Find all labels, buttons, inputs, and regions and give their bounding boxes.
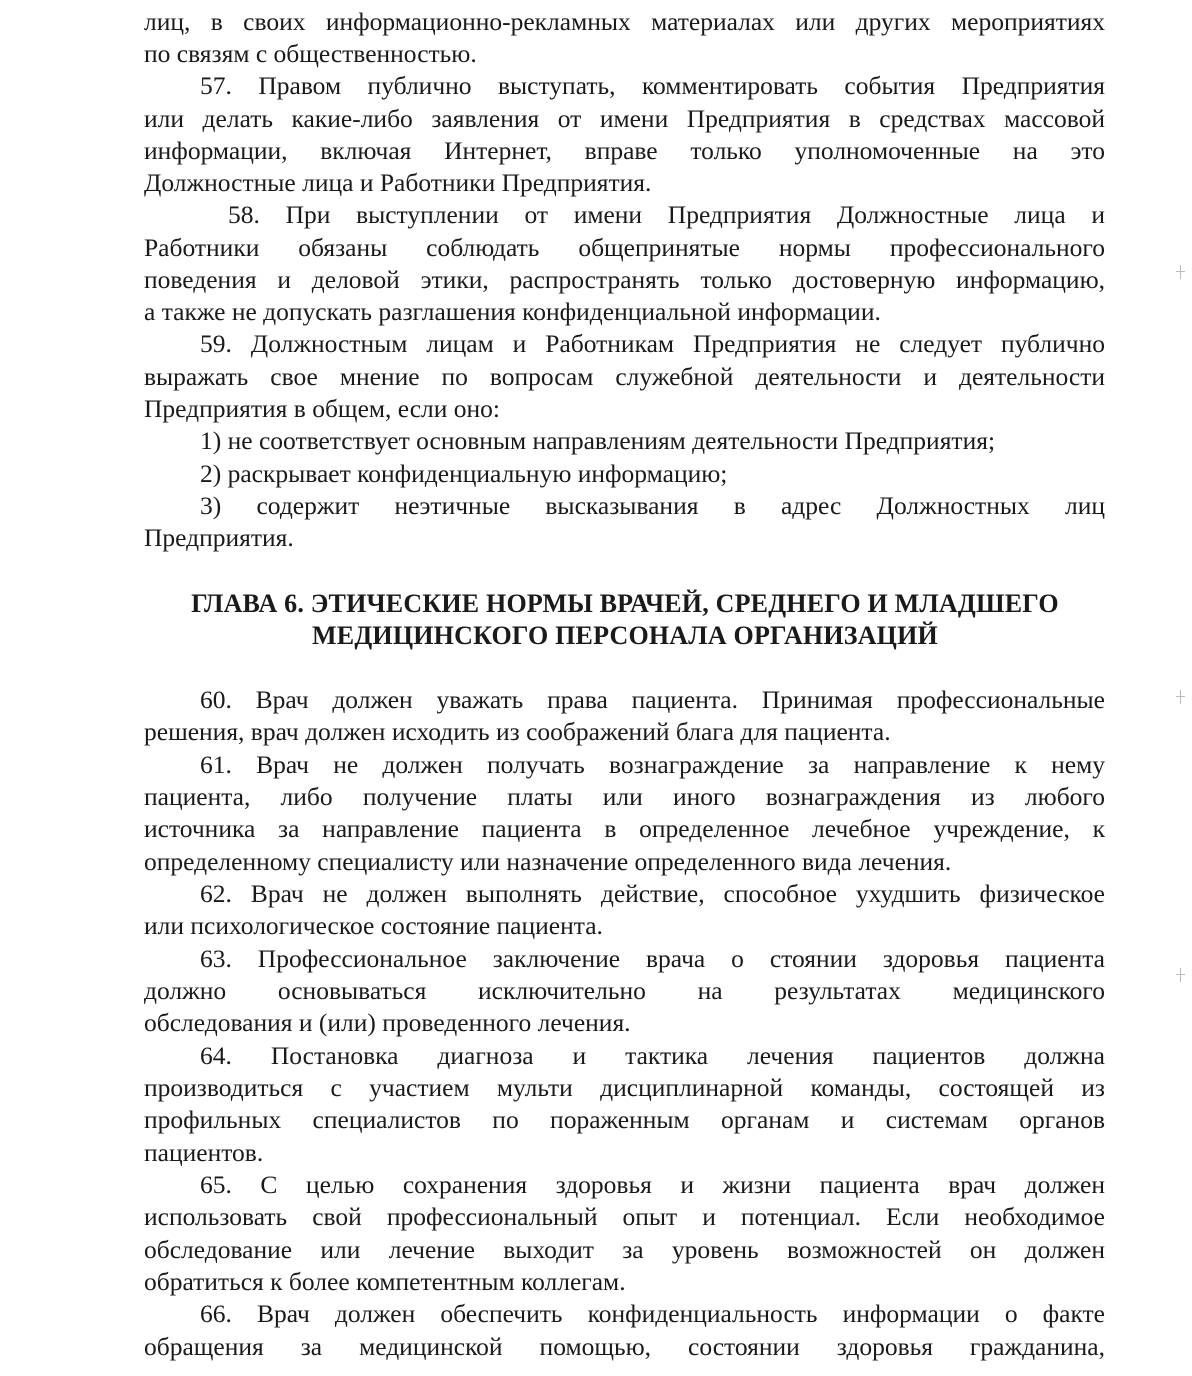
text-line: а также не допускать разглашения конфиденциальной информации. [144,297,881,326]
paragraph-60-line: 60. Врач должен уважать права пациента. Принимая профессиональные [200,685,1105,714]
text-line: обследования и (или) проведенного лечения. [144,1008,631,1037]
text-line: обратиться к более компетентным коллегам. [144,1267,626,1296]
text-line: пациентов. [144,1138,264,1167]
text-line: или психологическое состояние пациента. [144,911,603,940]
text-line: или делать какие-либо заявления от имени Предприятия в средствах массовой [144,104,1105,133]
text-line: должно основываться исключительно на результатах медицинского [144,976,1105,1005]
text-line: Предприятия в общем, если оно: [144,394,501,423]
chapter-heading-line-2: МЕДИЦИНСКОГО ПЕРСОНАЛА ОРГАНИЗАЦИЙ [312,621,938,650]
paragraph-59-line: 59. Должностным лицам и Работникам Предприятия не следует публично [200,329,1105,358]
scan-margin-mark [1176,265,1186,279]
text-line: обследование или лечение выходит за уровень возможностей он должен [144,1235,1105,1264]
paragraph-65-line: 65. С целью сохранения здоровья и жизни пациента врач должен [200,1170,1105,1199]
paragraph-63-line: 63. Профессиональное заключение врача о стоянии здоровья пациента [200,944,1105,973]
text-line: лиц, в своих информационно-рекламных материалах или других мероприятиях [144,7,1105,36]
text-line: выражать свое мнение по вопросам служебной деятельности и деятельности [144,362,1105,391]
text-line: поведения и деловой этики, распространять только достоверную информацию, [144,265,1105,294]
paragraph-66-line: 66. Врач должен обеспечить конфиденциальность информации о факте [200,1299,1105,1328]
paragraph-62-line: 62. Врач не должен выполнять действие, способное ухудшить физическое [200,879,1105,908]
text-line: обращения за медицинской помощью, состоянии здоровья гражданина, [144,1332,1105,1361]
paragraph-64-line: 64. Постановка диагноза и тактика лечения пациентов должна [200,1041,1105,1070]
text-line: использовать свой профессиональный опыт и потенциал. Если необходимое [144,1202,1105,1231]
text-line: решения, врач должен исходить из соображений блага для пациента. [144,717,891,746]
text-line: Работники обязаны соблюдать общепринятые нормы профессионального [144,233,1105,262]
text-line: источника за направление пациента в определенное лечебное учреждение, к [144,814,1105,843]
text-line: пациента, либо получение платы или иного вознаграждения из любого [144,782,1105,811]
scan-margin-mark [1176,690,1186,704]
chapter-heading-line-1: ГЛАВА 6. ЭТИЧЕСКИЕ НОРМЫ ВРАЧЕЙ, СРЕДНЕГО И МЛАДШЕГО [191,589,1059,618]
list-item-2: 2) раскрывает конфиденциальную информацию; [200,459,728,488]
scan-margin-mark [1176,968,1186,982]
text-line: определенному специалисту или назначение определенного вида лечения. [144,847,952,876]
text-line: Предприятия. [144,523,294,552]
text-line: по связям с общественностью. [144,39,477,68]
text-line: производиться с участием мульти дисциплинарной команды, состоящей из [144,1073,1105,1102]
text-line: Должностные лица и Работники Предприятия. [144,168,652,197]
paragraph-58-line: 58. При выступлении от имени Предприятия Должностные лица и [228,200,1105,229]
text-line: информации, включая Интернет, вправе только уполномоченные на это [144,136,1105,165]
list-item-3: 3) содержит неэтичные высказывания в адрес Должностных лиц [200,491,1105,520]
text-line: профильных специалистов по пораженным органам и системам органов [144,1105,1105,1134]
paragraph-57-line: 57. Правом публично выступать, комментировать события Предприятия [200,71,1105,100]
list-item-1: 1) не соответствует основным направлениям деятельности Предприятия; [200,426,996,455]
paragraph-61-line: 61. Врач не должен получать вознаграждение за направление к нему [200,750,1105,779]
